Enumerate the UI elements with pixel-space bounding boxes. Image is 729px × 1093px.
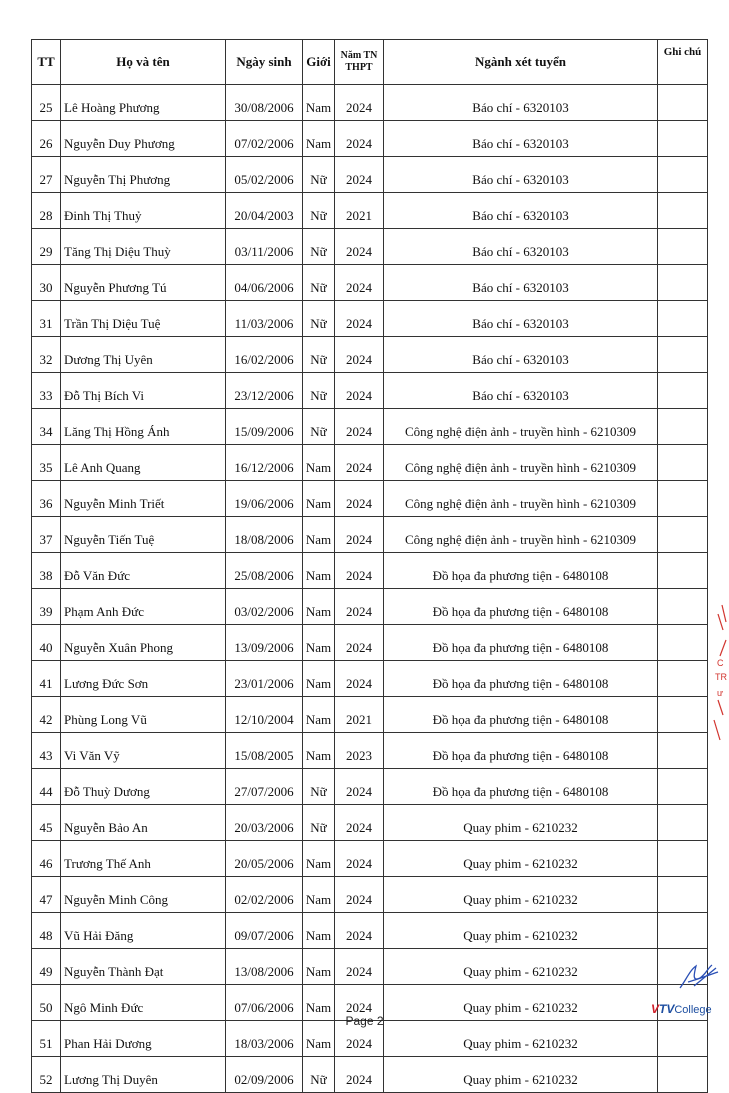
- header-major: Ngành xét tuyển: [384, 40, 658, 85]
- cell-major: Đồ họa đa phương tiện - 6480108: [384, 769, 658, 805]
- cell-dob: 07/06/2006: [226, 985, 303, 1021]
- cell-name: Lương Thị Duyên: [61, 1057, 226, 1093]
- cell-gender: Nữ: [303, 157, 335, 193]
- cell-tt: 51: [32, 1021, 61, 1057]
- table-header-row: [32, 40, 708, 85]
- cell-dob: 20/03/2006: [226, 805, 303, 841]
- cell-dob: 19/06/2006: [226, 481, 303, 517]
- cell-gender: Nữ: [303, 373, 335, 409]
- cell-dob: 13/08/2006: [226, 949, 303, 985]
- cell-major: Báo chí - 6320103: [384, 229, 658, 265]
- cell-note: [658, 373, 708, 409]
- cell-note: [658, 85, 708, 121]
- cell-tt: 39: [32, 589, 61, 625]
- cell-graduation-year: 2024: [335, 949, 384, 985]
- header-year-line2: THPT: [345, 62, 373, 73]
- cell-name: Đỗ Thị Bích Vi: [61, 373, 226, 409]
- cell-gender: Nam: [303, 121, 335, 157]
- cell-name: Vi Văn Vỹ: [61, 733, 226, 769]
- cell-graduation-year: 2024: [335, 517, 384, 553]
- cell-name: Phạm Anh Đức: [61, 589, 226, 625]
- cell-graduation-year: 2024: [335, 553, 384, 589]
- table-row: [32, 1057, 708, 1093]
- cell-dob: 25/08/2006: [226, 553, 303, 589]
- table-row: [32, 481, 708, 517]
- cell-dob: 05/02/2006: [226, 157, 303, 193]
- cell-note: [658, 121, 708, 157]
- cell-tt: 36: [32, 481, 61, 517]
- cell-major: Đồ họa đa phương tiện - 6480108: [384, 589, 658, 625]
- cell-dob: 04/06/2006: [226, 265, 303, 301]
- cell-graduation-year: 2021: [335, 193, 384, 229]
- cell-name: Lê Anh Quang: [61, 445, 226, 481]
- cell-tt: 26: [32, 121, 61, 157]
- logo-v: V: [651, 1002, 660, 1016]
- cell-major: Quay phim - 6210232: [384, 841, 658, 877]
- cell-tt: 32: [32, 337, 61, 373]
- cell-major: Quay phim - 6210232: [384, 985, 658, 1021]
- cell-gender: Nữ: [303, 769, 335, 805]
- cell-dob: 07/02/2006: [226, 121, 303, 157]
- cell-name: Lương Đức Sơn: [61, 661, 226, 697]
- cell-gender: Nam: [303, 445, 335, 481]
- cell-dob: 03/11/2006: [226, 229, 303, 265]
- cell-tt: 45: [32, 805, 61, 841]
- cell-name: Nguyễn Bảo An: [61, 805, 226, 841]
- cell-graduation-year: 2024: [335, 841, 384, 877]
- cell-dob: 16/02/2006: [226, 337, 303, 373]
- table-row: [32, 949, 708, 985]
- cell-major: Công nghệ điện ảnh - truyền hình - 6210309: [384, 481, 658, 517]
- red-seal-icon: [706, 600, 729, 750]
- table-row: [32, 841, 708, 877]
- cell-major: Quay phim - 6210232: [384, 1021, 658, 1057]
- cell-note: [658, 445, 708, 481]
- cell-major: Quay phim - 6210232: [384, 877, 658, 913]
- cell-tt: 41: [32, 661, 61, 697]
- cell-gender: Nam: [303, 661, 335, 697]
- table-row: [32, 373, 708, 409]
- cell-graduation-year: 2024: [335, 625, 384, 661]
- cell-major: Đồ họa đa phương tiện - 6480108: [384, 661, 658, 697]
- cell-dob: 30/08/2006: [226, 85, 303, 121]
- table-row: [32, 877, 708, 913]
- cell-graduation-year: 2024: [335, 373, 384, 409]
- table-row: [32, 697, 708, 733]
- cell-gender: Nam: [303, 1021, 335, 1057]
- cell-graduation-year: 2024: [335, 661, 384, 697]
- cell-note: [658, 805, 708, 841]
- cell-dob: 23/12/2006: [226, 373, 303, 409]
- cell-tt: 33: [32, 373, 61, 409]
- cell-tt: 44: [32, 769, 61, 805]
- table-body: [32, 85, 708, 1093]
- cell-major: Đồ họa đa phương tiện - 6480108: [384, 553, 658, 589]
- cell-tt: 38: [32, 553, 61, 589]
- header-name: Họ và tên: [61, 40, 226, 85]
- cell-name: Nguyễn Phương Tú: [61, 265, 226, 301]
- page-number: Page 2: [345, 1014, 384, 1028]
- cell-major: Báo chí - 6320103: [384, 157, 658, 193]
- cell-gender: Nữ: [303, 337, 335, 373]
- cell-major: Báo chí - 6320103: [384, 337, 658, 373]
- admission-table: [31, 39, 708, 1093]
- cell-note: [658, 409, 708, 445]
- table-row: [32, 409, 708, 445]
- cell-note: [658, 589, 708, 625]
- cell-name: Phùng Long Vũ: [61, 697, 226, 733]
- cell-major: Báo chí - 6320103: [384, 373, 658, 409]
- cell-tt: 48: [32, 913, 61, 949]
- header-dob: Ngày sinh: [226, 40, 303, 85]
- cell-note: [658, 1057, 708, 1093]
- cell-name: Nguyễn Xuân Phong: [61, 625, 226, 661]
- cell-name: Phan Hải Dương: [61, 1021, 226, 1057]
- cell-gender: Nữ: [303, 409, 335, 445]
- cell-name: Lê Hoàng Phương: [61, 85, 226, 121]
- cell-major: Đồ họa đa phương tiện - 6480108: [384, 697, 658, 733]
- cell-tt: 49: [32, 949, 61, 985]
- cell-graduation-year: 2024: [335, 445, 384, 481]
- cell-gender: Nữ: [303, 265, 335, 301]
- cell-dob: 15/08/2005: [226, 733, 303, 769]
- cell-tt: 35: [32, 445, 61, 481]
- cell-graduation-year: 2024: [335, 805, 384, 841]
- cell-name: Trần Thị Diệu Tuệ: [61, 301, 226, 337]
- cell-note: [658, 661, 708, 697]
- table-row: [32, 913, 708, 949]
- cell-tt: 27: [32, 157, 61, 193]
- cell-note: [658, 337, 708, 373]
- cell-tt: 28: [32, 193, 61, 229]
- cell-name: Nguyễn Minh Triết: [61, 481, 226, 517]
- cell-tt: 40: [32, 625, 61, 661]
- cell-major: Báo chí - 6320103: [384, 301, 658, 337]
- cell-note: [658, 301, 708, 337]
- table-row: [32, 553, 708, 589]
- cell-graduation-year: 2024: [335, 229, 384, 265]
- header-graduation-year: [335, 40, 384, 85]
- cell-major: Quay phim - 6210232: [384, 949, 658, 985]
- cell-graduation-year: 2024: [335, 1021, 384, 1057]
- signature-icon: [676, 962, 722, 992]
- cell-major: Công nghệ điện ảnh - truyền hình - 6210309: [384, 517, 658, 553]
- cell-note: [658, 697, 708, 733]
- cell-name: Nguyễn Thành Đạt: [61, 949, 226, 985]
- cell-gender: Nam: [303, 877, 335, 913]
- cell-note: [658, 229, 708, 265]
- cell-gender: Nữ: [303, 805, 335, 841]
- table-row: [32, 769, 708, 805]
- cell-graduation-year: 2024: [335, 913, 384, 949]
- cell-graduation-year: 2021: [335, 697, 384, 733]
- cell-dob: 11/03/2006: [226, 301, 303, 337]
- cell-gender: Nam: [303, 481, 335, 517]
- cell-graduation-year: 2024: [335, 481, 384, 517]
- cell-dob: 02/09/2006: [226, 1057, 303, 1093]
- cell-tt: 43: [32, 733, 61, 769]
- table-row: [32, 661, 708, 697]
- cell-major: Quay phim - 6210232: [384, 913, 658, 949]
- cell-note: [658, 841, 708, 877]
- cell-graduation-year: 2024: [335, 1057, 384, 1093]
- cell-tt: 34: [32, 409, 61, 445]
- cell-gender: Nam: [303, 589, 335, 625]
- table-row: [32, 265, 708, 301]
- cell-note: [658, 157, 708, 193]
- cell-dob: 20/05/2006: [226, 841, 303, 877]
- cell-major: Công nghệ điện ảnh - truyền hình - 6210309: [384, 445, 658, 481]
- table-row: [32, 193, 708, 229]
- cell-dob: 15/09/2006: [226, 409, 303, 445]
- cell-name: Đỗ Thuỳ Dương: [61, 769, 226, 805]
- table-row: [32, 157, 708, 193]
- logo-tv: TV: [659, 1002, 675, 1016]
- table-row: [32, 589, 708, 625]
- cell-gender: Nam: [303, 517, 335, 553]
- cell-graduation-year: 2024: [335, 337, 384, 373]
- cell-note: [658, 913, 708, 949]
- cell-name: Trương Thế Anh: [61, 841, 226, 877]
- cell-graduation-year: 2023: [335, 733, 384, 769]
- table-row: [32, 733, 708, 769]
- header-note: Ghi chú: [658, 40, 708, 85]
- cell-gender: Nữ: [303, 301, 335, 337]
- table-row: [32, 121, 708, 157]
- cell-major: Báo chí - 6320103: [384, 121, 658, 157]
- cell-graduation-year: 2024: [335, 265, 384, 301]
- cell-gender: Nam: [303, 733, 335, 769]
- cell-note: [658, 481, 708, 517]
- table-row: [32, 85, 708, 121]
- cell-major: Báo chí - 6320103: [384, 193, 658, 229]
- cell-tt: 30: [32, 265, 61, 301]
- cell-tt: 31: [32, 301, 61, 337]
- cell-graduation-year: 2024: [335, 589, 384, 625]
- cell-dob: 20/04/2003: [226, 193, 303, 229]
- cell-tt: 46: [32, 841, 61, 877]
- cell-major: Đồ họa đa phương tiện - 6480108: [384, 733, 658, 769]
- cell-note: [658, 517, 708, 553]
- cell-major: Đồ họa đa phương tiện - 6480108: [384, 625, 658, 661]
- cell-dob: 13/09/2006: [226, 625, 303, 661]
- cell-graduation-year: 2024: [335, 301, 384, 337]
- cell-graduation-year: 2024: [335, 877, 384, 913]
- svg-text:C: C: [717, 658, 724, 668]
- cell-gender: Nam: [303, 985, 335, 1021]
- cell-name: Ngô Minh Đức: [61, 985, 226, 1021]
- cell-tt: 29: [32, 229, 61, 265]
- svg-text:ư: ư: [717, 688, 724, 698]
- cell-gender: Nữ: [303, 1057, 335, 1093]
- cell-graduation-year: 2024: [335, 985, 384, 1021]
- cell-graduation-year: 2024: [335, 85, 384, 121]
- cell-gender: Nam: [303, 913, 335, 949]
- table-row: [32, 301, 708, 337]
- cell-dob: 12/10/2004: [226, 697, 303, 733]
- cell-tt: 37: [32, 517, 61, 553]
- cell-major: Báo chí - 6320103: [384, 85, 658, 121]
- cell-dob: 27/07/2006: [226, 769, 303, 805]
- cell-major: Báo chí - 6320103: [384, 265, 658, 301]
- cell-name: Nguyễn Duy Phương: [61, 121, 226, 157]
- table-row: [32, 445, 708, 481]
- cell-gender: Nam: [303, 85, 335, 121]
- header-tt: TT: [32, 40, 61, 85]
- cell-note: [658, 769, 708, 805]
- cell-gender: Nam: [303, 553, 335, 589]
- logo-college: College: [674, 1004, 712, 1016]
- cell-name: Tăng Thị Diệu Thuỳ: [61, 229, 226, 265]
- cell-gender: Nữ: [303, 193, 335, 229]
- table-row: [32, 229, 708, 265]
- cell-dob: 18/03/2006: [226, 1021, 303, 1057]
- cell-dob: 02/02/2006: [226, 877, 303, 913]
- cell-name: Đỗ Văn Đức: [61, 553, 226, 589]
- cell-graduation-year: 2024: [335, 157, 384, 193]
- cell-gender: Nam: [303, 949, 335, 985]
- cell-dob: 03/02/2006: [226, 589, 303, 625]
- table-row: [32, 517, 708, 553]
- table-row: [32, 805, 708, 841]
- cell-note: [658, 553, 708, 589]
- cell-name: Nguyễn Minh Công: [61, 877, 226, 913]
- cell-name: Lăng Thị Hồng Ánh: [61, 409, 226, 445]
- cell-graduation-year: 2024: [335, 409, 384, 445]
- cell-graduation-year: 2024: [335, 769, 384, 805]
- cell-note: [658, 265, 708, 301]
- header-year-line1: Năm TN: [340, 50, 378, 61]
- cell-gender: Nam: [303, 625, 335, 661]
- cell-name: Đinh Thị Thuỷ: [61, 193, 226, 229]
- table-row: [32, 625, 708, 661]
- cell-name: Vũ Hải Đăng: [61, 913, 226, 949]
- cell-dob: 23/01/2006: [226, 661, 303, 697]
- cell-tt: 42: [32, 697, 61, 733]
- cell-name: Dương Thị Uyên: [61, 337, 226, 373]
- cell-major: Quay phim - 6210232: [384, 805, 658, 841]
- cell-graduation-year: 2024: [335, 121, 384, 157]
- cell-gender: Nam: [303, 841, 335, 877]
- cell-note: [658, 193, 708, 229]
- table-row: [32, 337, 708, 373]
- svg-text:TR: TR: [715, 672, 727, 682]
- cell-note: [658, 733, 708, 769]
- cell-dob: 18/08/2006: [226, 517, 303, 553]
- cell-note: [658, 877, 708, 913]
- cell-tt: 52: [32, 1057, 61, 1093]
- cell-tt: 25: [32, 85, 61, 121]
- header-gender: Giới: [303, 40, 335, 85]
- cell-major: Công nghệ điện ảnh - truyền hình - 6210309: [384, 409, 658, 445]
- cell-name: Nguyễn Tiến Tuệ: [61, 517, 226, 553]
- cell-gender: Nữ: [303, 229, 335, 265]
- cell-name: Nguyễn Thị Phương: [61, 157, 226, 193]
- cell-dob: 16/12/2006: [226, 445, 303, 481]
- cell-gender: Nam: [303, 697, 335, 733]
- cell-tt: 50: [32, 985, 61, 1021]
- cell-note: [658, 625, 708, 661]
- cell-tt: 47: [32, 877, 61, 913]
- cell-major: Quay phim - 6210232: [384, 1057, 658, 1093]
- cell-dob: 09/07/2006: [226, 913, 303, 949]
